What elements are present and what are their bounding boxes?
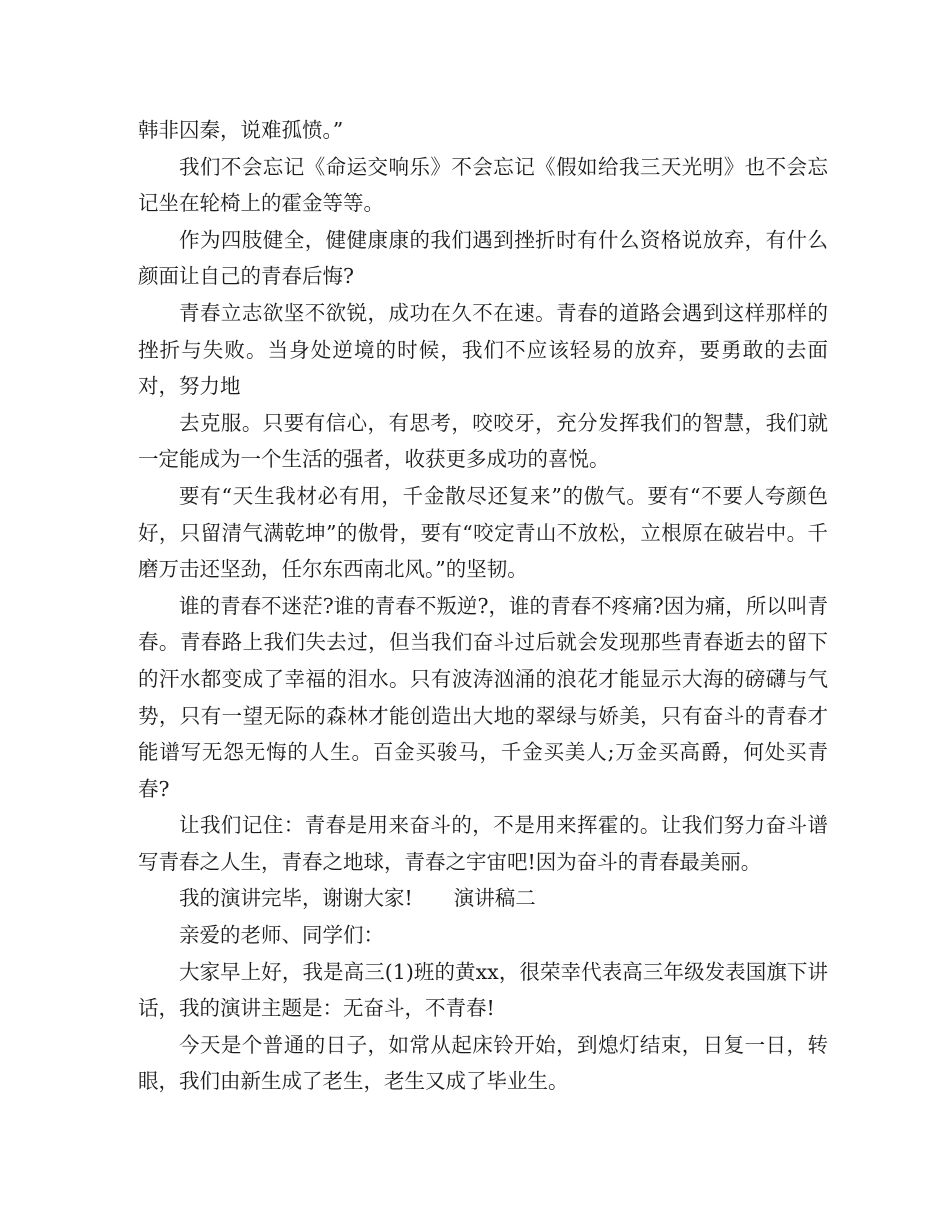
paragraph: 我们不会忘记《命运交响乐》不会忘记《假如给我三天光明》也不会忘记坐在轮椅上的霍金等等。 bbox=[138, 154, 828, 216]
paragraph: 青春立志欲坚不欲锐，成功在久不在速。青春的道路会遇到这样那样的挫折与失败。当身处逆境的时候，我们不应该轻易的放弃，要勇敢的去面对，努力地 bbox=[138, 300, 828, 399]
paragraph: 去克服。只要有信心，有思考，咬咬牙，充分发挥我们的智慧，我们就一定能成为一个生活的强者，收获更多成功的喜悦。 bbox=[138, 410, 828, 472]
paragraph: 我的演讲完毕，谢谢大家! 演讲稿二 bbox=[179, 886, 536, 911]
paragraph: 今天是个普通的日子，如常从起床铃开始，到熄灯结束，日复一日，转眼，我们由新生成了老生，老生又成了毕业生。 bbox=[138, 1032, 828, 1094]
document-body bbox=[138, 112, 828, 1100]
paragraph: 作为四肢健全，健健康康的我们遇到挫折时有什么资格说放弃，有什么颜面让自己的青春后悔? bbox=[138, 227, 828, 289]
paragraph: 韩非囚秦，说难孤愤。” bbox=[138, 118, 344, 142]
paragraph: 谁的青春不迷茫?谁的青春不叛逆?，谁的青春不疼痛?因为痛，所以叫青春。青春路上我们失去过，但当我们奋斗过后就会发现那些青春逝去的留下的汗水都变成了幸福的泪水。只有波涛汹涌的浪花才能显示大海的磅礴与气势，只有一望无际的森林才能创造出大地的翠绿与娇美，只有奋斗的青春才能谱写无怨无悔的人生。百金买骏马，千金买美人;万金买高爵，何处买青春? bbox=[138, 593, 828, 801]
paragraph: 要有“天生我材必有用，千金散尽还复来”的傲气。要有“不要人夸颜色好，只留清气满乾坤”的傲骨，要有“咬定青山不放松，立根原在破岩中。千磨万击还坚劲，任尔东西南北风。”的坚韧。 bbox=[138, 483, 828, 582]
paragraph: 亲爱的老师、同学们： bbox=[179, 923, 384, 948]
paragraph: 让我们记住：青春是用来奋斗的，不是用来挥霍的。让我们努力奋斗谱写青春之人生，青春之地球，青春之宇宙吧!因为奋斗的青春最美丽。 bbox=[138, 813, 828, 874]
paragraph: 大家早上好，我是高三(1)班的黄xx，很荣幸代表高三年级发表国旗下讲话，我的演讲主题是：无奋斗，不青春! bbox=[138, 959, 828, 1021]
